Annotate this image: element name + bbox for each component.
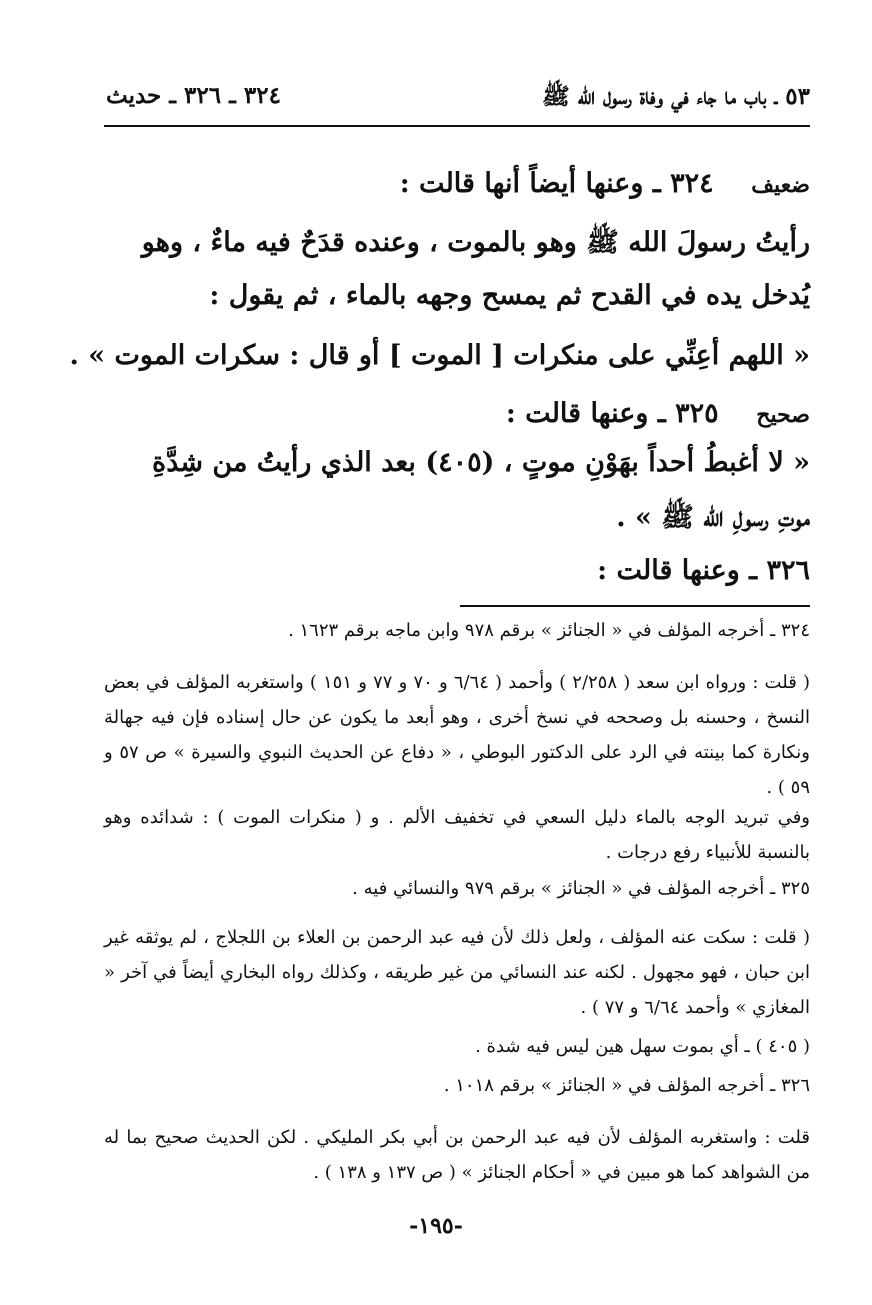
page-number: -١٩٥- bbox=[409, 1213, 463, 1239]
hadith-325-heading bbox=[506, 398, 810, 429]
hadith-range: ٣٢٤ ـ ٣٢٦ ـ حديث bbox=[106, 82, 281, 109]
note-325: ٣٢٥ ـ أخرجه المؤلف في « الجنائز » برقم ٩٧٩ والنسائي فيه . bbox=[352, 878, 810, 899]
hadith-324-line-3: « اللهم أعِنِّي على منكرات [ الموت ] أو قال : سكرات الموت » . bbox=[69, 340, 810, 371]
hadith-number: ٣٢٤ bbox=[670, 168, 714, 199]
hadith-325-line-2: موتِ رسولِ الله ﷺ » . bbox=[616, 502, 810, 533]
hadith-number: ٣٢٦ bbox=[766, 555, 810, 586]
hadith-326-heading bbox=[597, 555, 810, 586]
grade-label: صحيح bbox=[756, 402, 810, 428]
note-405: ( ٤٠٥ ) ـ أي بموت سهل هين ليس فيه شدة . bbox=[475, 1036, 810, 1057]
hadith-324-line-2: يُدخل يده في القدح ثم يمسح وجهه بالماء ، ثم يقول : bbox=[209, 280, 810, 311]
note-325-comment: ( قلت : سكت عنه المؤلف ، ولعل ذلك لأن فيه عبد الرحمن بن العلاء بن اللجلاج ، لم يوثقه غير ابن حبان ، فهو مجهول . لكنه عند النسائي من غير طريقه ، وكذلك رواه البخاري أيضاً في آخر « المغازي » وأحمد ٦/٦٤ و ٧٧ ) . bbox=[104, 927, 810, 1018]
note-324-extra: وفي تبريد الوجه بالماء دليل السعي في تخفيف الألم . و ( منكرات الموت ) : شدائده وهو بالنسبة للأنبياء رفع درجات . bbox=[104, 807, 810, 863]
note-324: ٣٢٤ ـ أخرجه المؤلف في « الجنائز » برقم ٩٧٨ وابن ماجه برقم ١٦٢٣ . bbox=[288, 620, 810, 641]
hadith-number: ٣٢٥ bbox=[675, 398, 719, 429]
footnote-rule bbox=[460, 605, 810, 607]
header-rule bbox=[104, 125, 810, 127]
hadith-intro: ـ وعنها قالت : bbox=[505, 398, 666, 429]
note-326-comment: قلت : واستغربه المؤلف لأن فيه عبد الرحمن بن أبي بكر المليكي . لكن الحديث صحيح بما له من الشواهد كما هو مبين في « أحكام الجنائز » ( ص ١٣٧ و ١٣٨ ) . bbox=[104, 1127, 810, 1183]
chapter-title: ٥٣ ـ باب ما جاء في وفاة رسول الله ﷺ bbox=[541, 83, 810, 110]
note-324-comment: ( قلت : ورواه ابن سعد ( ٢/٢٥٨ ) وأحمد ( ٦/٦٤ و ٧٠ و ٧٧ و ١٥١ ) واستغربه المؤلف في بعض النسخ ، وحسنه بل وصححه في نسخ أخرى ، وهو أبعد ما يكون عن حال إسناده فإن فيه جهالة ونكارة كما بينته في الرد على الدكتور البوطي ، « دفاع عن الحديث النبوي والسيرة » ص ٥٧ و ٥٩ ) . bbox=[104, 672, 810, 798]
hadith-intro: ـ وعنها أيضاً أنها قالت : bbox=[399, 168, 661, 199]
hadith-324-heading bbox=[400, 168, 810, 199]
note-326: ٣٢٦ ـ أخرجه المؤلف في « الجنائز » برقم ١٠١٨ . bbox=[443, 1075, 810, 1096]
hadith-intro: ـ وعنها قالت : bbox=[597, 555, 758, 586]
hadith-325-line-1: « لا أغبطُ أحداً بهَوْنِ موتٍ ، (٤٠٥) بعد الذي رأيتُ من شِدَّةِ bbox=[152, 447, 810, 478]
hadith-324-line-1: رأيتُ رسولَ الله ﷺ وهو بالموت ، وعنده قدَحٌ فيه ماءٌ ، وهو bbox=[141, 227, 810, 258]
grade-label: ضعيف bbox=[751, 172, 810, 198]
